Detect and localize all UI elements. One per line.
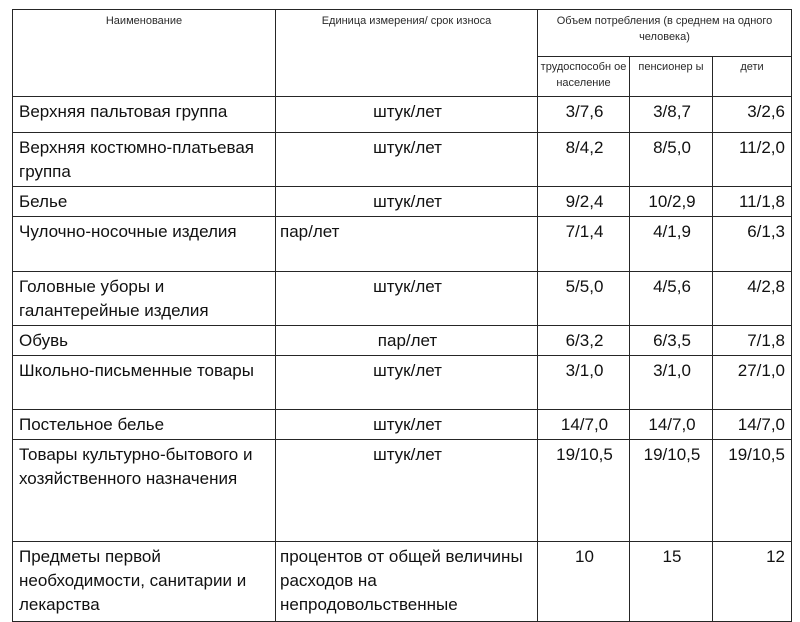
row-children: 12: [713, 542, 792, 622]
row-name: Белье: [13, 187, 276, 217]
row-working: 8/4,2: [538, 133, 630, 187]
row-unit: пар/лет: [276, 217, 538, 272]
row-children: 11/2,0: [713, 133, 792, 187]
row-name: Верхняя костюмно-платьевая группа: [13, 133, 276, 187]
table-row: [13, 272, 792, 326]
row-working: 3/7,6: [538, 97, 630, 133]
row-children: 4/2,8: [713, 272, 792, 326]
header-children: дети: [713, 57, 792, 97]
table-row: [13, 217, 792, 272]
header-unit: Единица измерения/ срок износа: [276, 10, 538, 97]
row-working: 14/7,0: [538, 410, 630, 440]
row-name: Обувь: [13, 326, 276, 356]
header-working: трудоспособн ое население: [538, 57, 630, 97]
table-row: [13, 97, 792, 133]
row-name: Головные уборы и галантерейные изделия: [13, 272, 276, 326]
row-children: 14/7,0: [713, 410, 792, 440]
row-working: 9/2,4: [538, 187, 630, 217]
row-pensioners: 4/5,6: [630, 272, 713, 326]
row-name: Товары культурно-бытового и хозяйственного назначения: [13, 440, 276, 542]
row-unit: штук/лет: [276, 272, 538, 326]
header-pensioners: пенсионер ы: [630, 57, 713, 97]
row-pensioners: 3/8,7: [630, 97, 713, 133]
row-children: 3/2,6: [713, 97, 792, 133]
row-unit: процентов от общей величины расходов на непродовольственные: [276, 542, 538, 622]
row-name: Постельное белье: [13, 410, 276, 440]
row-pensioners: 4/1,9: [630, 217, 713, 272]
row-working: 19/10,5: [538, 440, 630, 542]
row-name: Верхняя пальтовая группа: [13, 97, 276, 133]
row-unit: штук/лет: [276, 187, 538, 217]
table-row: [13, 440, 792, 542]
row-unit: штук/лет: [276, 410, 538, 440]
row-unit: штук/лет: [276, 97, 538, 133]
row-pensioners: 10/2,9: [630, 187, 713, 217]
row-working: 3/1,0: [538, 356, 630, 410]
row-pensioners: 19/10,5: [630, 440, 713, 542]
row-unit: пар/лет: [276, 326, 538, 356]
table-row: [13, 410, 792, 440]
row-working: 6/3,2: [538, 326, 630, 356]
consumption-table: [12, 9, 792, 622]
row-children: 27/1,0: [713, 356, 792, 410]
table-row: [13, 542, 792, 622]
row-pensioners: 14/7,0: [630, 410, 713, 440]
header-consumption: Объем потребления (в среднем на одного человека): [538, 10, 792, 57]
row-unit: штук/лет: [276, 356, 538, 410]
table-row: [13, 326, 792, 356]
row-pensioners: 15: [630, 542, 713, 622]
header-name: Наименование: [13, 10, 276, 97]
consumption-table-container: [12, 9, 792, 622]
row-children: 6/1,3: [713, 217, 792, 272]
row-pensioners: 3/1,0: [630, 356, 713, 410]
row-children: 19/10,5: [713, 440, 792, 542]
row-pensioners: 8/5,0: [630, 133, 713, 187]
row-working: 7/1,4: [538, 217, 630, 272]
row-working: 5/5,0: [538, 272, 630, 326]
table-row: [13, 133, 792, 187]
row-unit: штук/лет: [276, 133, 538, 187]
table-row: [13, 187, 792, 217]
row-pensioners: 6/3,5: [630, 326, 713, 356]
header-row-1: [13, 10, 792, 57]
row-name: Школьно-письменные товары: [13, 356, 276, 410]
row-name: Чулочно-носочные изделия: [13, 217, 276, 272]
table-row: [13, 356, 792, 410]
row-name: Предметы первой необходимости, санитарии и лекарства: [13, 542, 276, 622]
row-unit: штук/лет: [276, 440, 538, 542]
row-children: 11/1,8: [713, 187, 792, 217]
row-children: 7/1,8: [713, 326, 792, 356]
row-working: 10: [538, 542, 630, 622]
